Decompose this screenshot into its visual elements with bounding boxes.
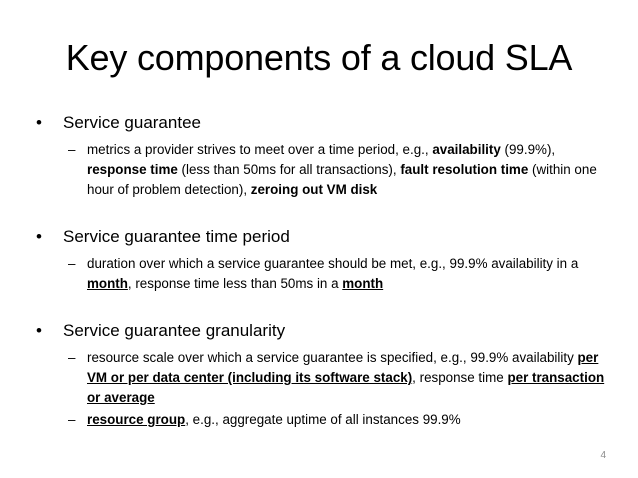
sub-bullet: [36, 254, 616, 294]
emphasis-zeroing-out-vm-disk: zeroing out VM disk: [250, 182, 378, 197]
slide-content: [36, 112, 616, 432]
emphasis-per-transaction-or-average: per transaction or average: [87, 370, 605, 405]
text-run: resource scale over which a service guarantee is specified, e.g., 99.9% availability: [87, 350, 578, 365]
emphasis-per-vm-or-per-data-center: per VM or per data center (including its software stack): [87, 350, 599, 385]
emphasis-month: month: [342, 276, 384, 291]
bullet-service-guarantee-granularity: [36, 320, 616, 342]
bullet-heading: Service guarantee time period: [63, 227, 290, 246]
text-run: metrics a provider strives to meet over a time period, e.g.,: [87, 142, 433, 157]
text-run: duration over which a service guarantee should be met, e.g., 99.9% availability in a: [87, 256, 579, 271]
text-run: , e.g., aggregate uptime of all instances 99.9%: [185, 412, 461, 427]
bullet-heading: Service guarantee granularity: [63, 321, 286, 340]
emphasis-availability: availability: [432, 142, 501, 157]
emphasis-month: month: [87, 276, 128, 291]
bullet-heading: Service guarantee: [63, 113, 201, 132]
sub-bullet-marker: –: [68, 142, 76, 157]
emphasis-response-time: response time: [87, 162, 178, 177]
bullet-marker: •: [36, 227, 42, 246]
slide-title: Key components of a cloud SLA: [65, 37, 573, 78]
emphasis-resource-group: resource group: [87, 412, 186, 427]
sub-list: [36, 348, 616, 430]
bullet-marker: •: [36, 321, 42, 340]
bullet-service-guarantee-time-period: [36, 226, 616, 248]
text-run: (within one hour of problem detection),: [87, 162, 597, 197]
sub-bullet: [36, 410, 616, 430]
emphasis-fault-resolution-time: fault resolution time: [400, 162, 529, 177]
slide-number: 4: [600, 450, 606, 461]
sub-list: [36, 140, 616, 200]
bullet-service-guarantee: [36, 112, 616, 134]
spacer: [36, 296, 616, 320]
sub-bullet-marker: –: [68, 256, 76, 271]
text-run: (99.9%),: [500, 142, 556, 157]
bullet-marker: •: [36, 113, 42, 132]
sub-bullet-marker: –: [68, 412, 76, 427]
sub-bullet: [36, 140, 616, 200]
sub-bullet: [36, 348, 616, 408]
text-run: , response time less than 50ms in a: [127, 276, 343, 291]
sub-bullet-marker: –: [68, 350, 76, 365]
sub-list: [36, 254, 616, 294]
text-run: (less than 50ms for all transactions),: [177, 162, 401, 177]
spacer: [36, 202, 616, 226]
text-run: , response time: [412, 370, 508, 385]
